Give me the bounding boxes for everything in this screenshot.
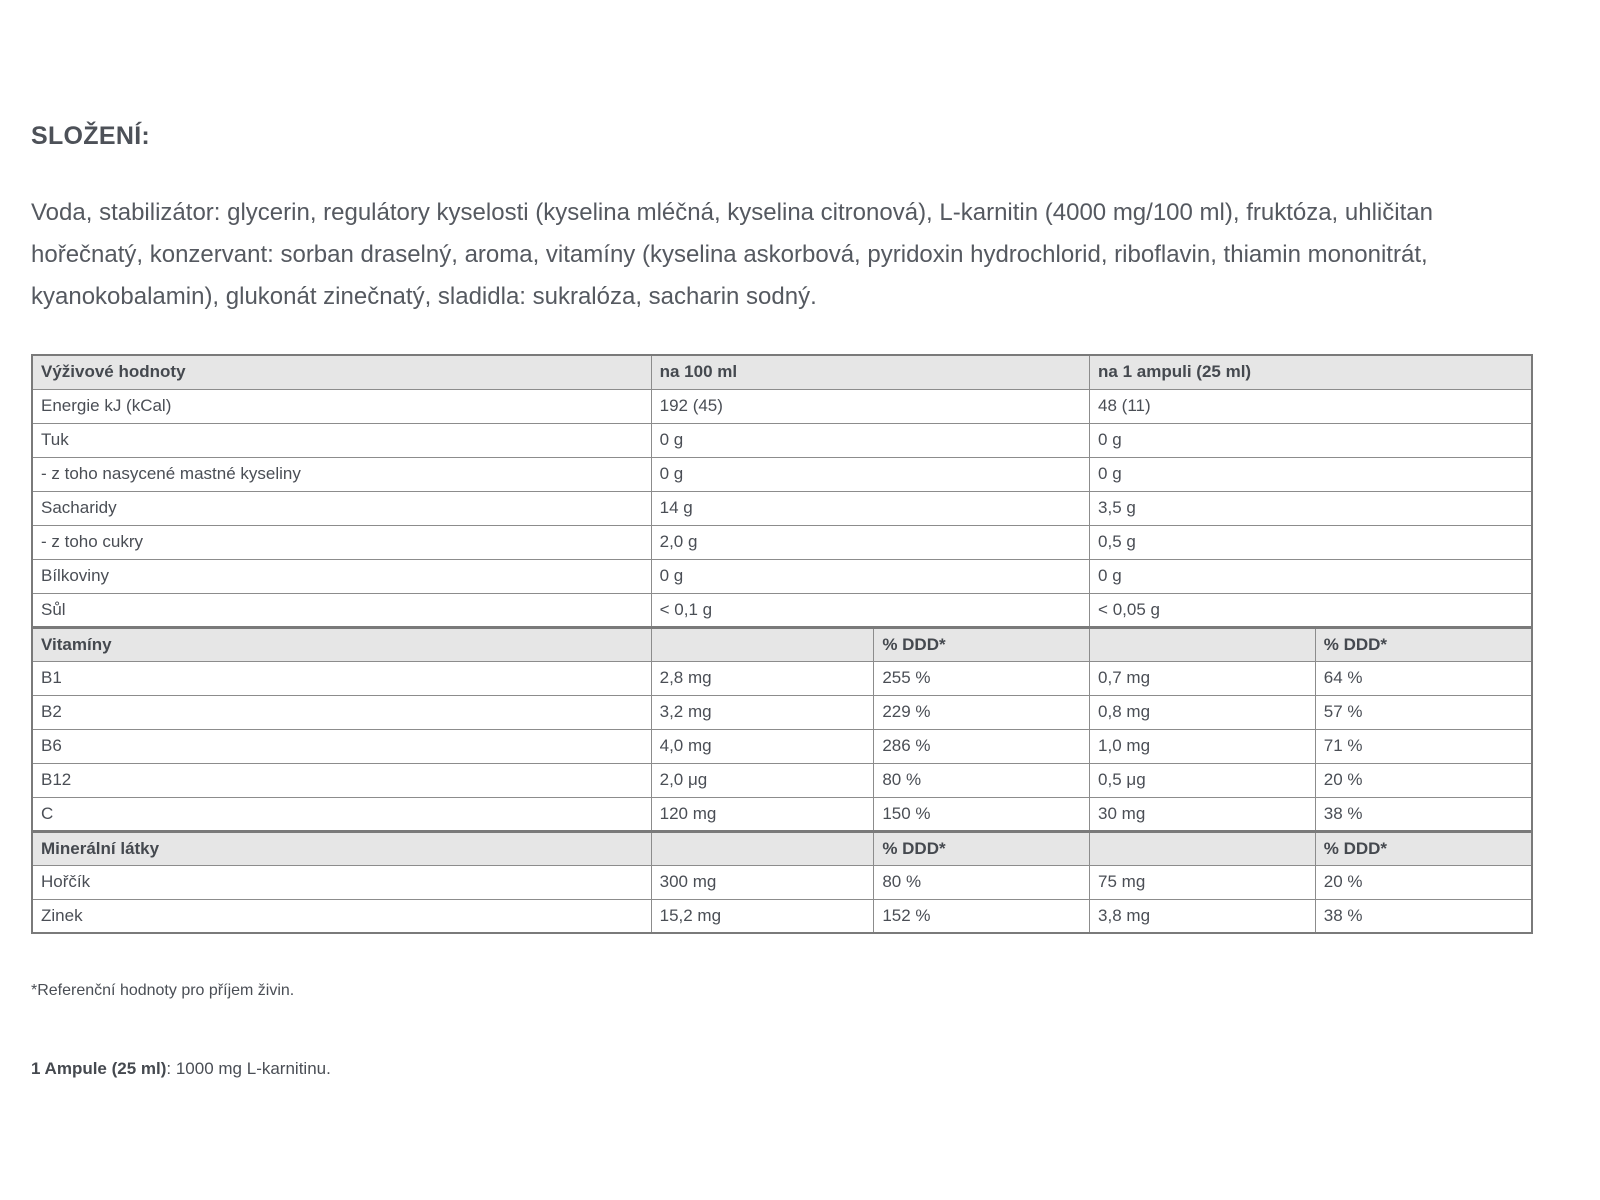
vitamins-header-label: Vitamíny [32,627,651,661]
nutrient-label: Bílkoviny [32,559,651,593]
vitamins-cell-label: B2 [32,695,651,729]
vitamins-cell-ddd100: 150 % [874,797,1090,831]
value-per-100ml: 2,0 g [651,525,1089,559]
vitamins-cell-label: B12 [32,763,651,797]
section-heading: SLOŽENÍ: [31,122,151,150]
ampule-label: 1 Ampule (25 ml) [31,1059,167,1078]
ampule-text: : 1000 mg L-karnitinu. [166,1059,331,1078]
nutrient-label: Tuk [32,423,651,457]
vitamins-cell-dddAmp: 20 % [1315,763,1532,797]
vitamins-row [32,797,1532,831]
vitamins-cell-label: C [32,797,651,831]
footnote: *Referenční hodnoty pro příjem živin. [31,982,295,999]
vitamins-cell-perAmp: 30 mg [1090,797,1316,831]
header-empty-cell [651,627,874,661]
header-empty-cell [1090,627,1316,661]
vitamins-cell-perAmp: 1,0 mg [1090,729,1316,763]
header-ddd-per-100ml: % DDD* [874,627,1090,661]
ampule-note [31,1059,331,1079]
minerals-cell-ddd100: 152 % [874,899,1090,933]
ingredients-text: Voda, stabilizátor: glycerin, regulátory kyselosti (kyselina mléčná, kyselina citronová), L-karnitin (4000 mg/100 ml), fruktóza, uhličitan hořečnatý, konzervant: sorban draselný, aroma, vitamíny (kyselina askorbová, pyridoxin hydrochlorid, riboflavin, thiamin mononitrát, kyanokobalamin), glukonát zinečnatý, sladidla: sukralóza, sacharin sodný. [31,199,1433,310]
vitamins-row [32,661,1532,695]
vitamins-row [32,763,1532,797]
minerals-cell-per100: 300 mg [651,865,874,899]
header-ddd-per-ampule: % DDD* [1315,627,1532,661]
header-empty-cell [1090,831,1316,865]
minerals-header-row [32,831,1532,865]
value-per-100ml: 0 g [651,423,1089,457]
vitamins-row [32,729,1532,763]
minerals-cell-label: Zinek [32,899,651,933]
vitamins-cell-dddAmp: 64 % [1315,661,1532,695]
minerals-cell-ddd100: 80 % [874,865,1090,899]
minerals-cell-dddAmp: 38 % [1315,899,1532,933]
vitamins-cell-label: B1 [32,661,651,695]
vitamins-cell-perAmp: 0,7 mg [1090,661,1316,695]
vitamins-cell-label: B6 [32,729,651,763]
minerals-cell-label: Hořčík [32,865,651,899]
nutrition-table [31,354,1533,934]
vitamins-cell-per100: 4,0 mg [651,729,874,763]
nutrient-label: - z toho nasycené mastné kyseliny [32,457,651,491]
nutrition-row [32,525,1532,559]
minerals-cell-dddAmp: 20 % [1315,865,1532,899]
vitamins-header-row [32,627,1532,661]
vitamins-cell-per100: 3,2 mg [651,695,874,729]
vitamins-cell-per100: 2,8 mg [651,661,874,695]
value-per-100ml: 14 g [651,491,1089,525]
nutrition-row [32,423,1532,457]
vitamins-cell-ddd100: 286 % [874,729,1090,763]
nutrient-label: Energie kJ (kCal) [32,389,651,423]
vitamins-cell-dddAmp: 38 % [1315,797,1532,831]
minerals-cell-per100: 15,2 mg [651,899,874,933]
nutrition-row [32,457,1532,491]
value-per-ampule: 0 g [1090,457,1532,491]
nutrient-label: - z toho cukry [32,525,651,559]
header-ddd-per-ampule: % DDD* [1315,831,1532,865]
vitamins-cell-dddAmp: 71 % [1315,729,1532,763]
value-per-ampule: 3,5 g [1090,491,1532,525]
header-empty-cell [651,831,874,865]
vitamins-cell-dddAmp: 57 % [1315,695,1532,729]
value-per-100ml: < 0,1 g [651,593,1089,627]
vitamins-cell-ddd100: 80 % [874,763,1090,797]
value-per-100ml: 0 g [651,559,1089,593]
vitamins-cell-per100: 120 mg [651,797,874,831]
nutrition-header-row [32,355,1532,389]
minerals-row [32,865,1532,899]
nutrition-row [32,389,1532,423]
header-cell-per-ampule: na 1 ampuli (25 ml) [1090,355,1532,389]
vitamins-cell-per100: 2,0 μg [651,763,874,797]
value-per-100ml: 0 g [651,457,1089,491]
value-per-ampule: 0 g [1090,559,1532,593]
minerals-header-label: Minerální látky [32,831,651,865]
value-per-100ml: 192 (45) [651,389,1089,423]
minerals-cell-perAmp: 75 mg [1090,865,1316,899]
nutrition-row [32,559,1532,593]
value-per-ampule: < 0,05 g [1090,593,1532,627]
nutrition-row [32,491,1532,525]
vitamins-cell-ddd100: 229 % [874,695,1090,729]
header-ddd-per-100ml: % DDD* [874,831,1090,865]
value-per-ampule: 48 (11) [1090,389,1532,423]
vitamins-row [32,695,1532,729]
minerals-row [32,899,1532,933]
nutrition-row [32,593,1532,627]
nutrient-label: Sůl [32,593,651,627]
value-per-ampule: 0 g [1090,423,1532,457]
header-cell-per-100ml: na 100 ml [651,355,1089,389]
value-per-ampule: 0,5 g [1090,525,1532,559]
vitamins-cell-perAmp: 0,8 mg [1090,695,1316,729]
nutrient-label: Sacharidy [32,491,651,525]
vitamins-cell-perAmp: 0,5 μg [1090,763,1316,797]
minerals-cell-perAmp: 3,8 mg [1090,899,1316,933]
vitamins-cell-ddd100: 255 % [874,661,1090,695]
nutrition-table-body [32,355,1532,933]
header-cell-label: Výživové hodnoty [32,355,651,389]
